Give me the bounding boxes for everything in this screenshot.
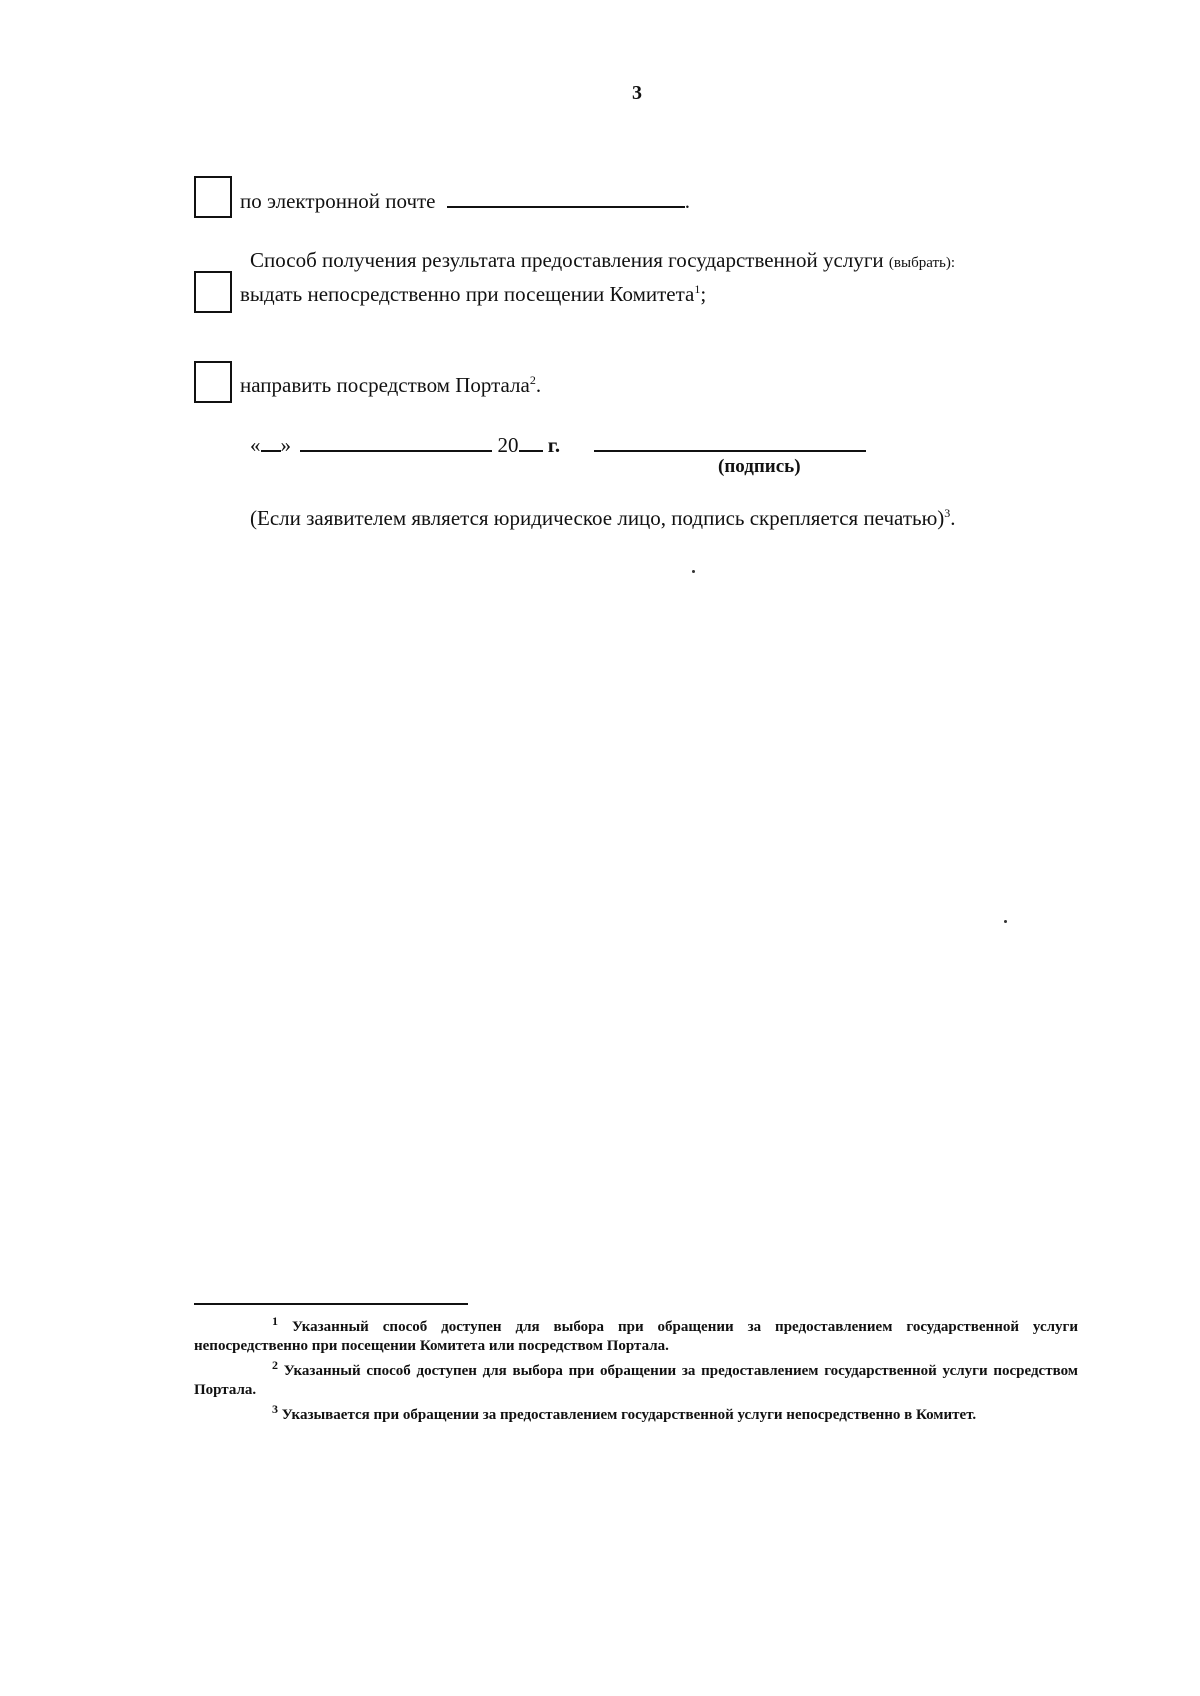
signature-line[interactable]: [594, 450, 866, 452]
date-line: [250, 432, 560, 458]
portal-option-end: .: [535, 373, 542, 397]
in-person-option: [240, 282, 706, 307]
email-option-row: [240, 188, 690, 214]
result-method-heading-text: Способ получения результата предоставления государственной услуги: [250, 248, 884, 272]
footnote-ref-2: 2: [529, 373, 536, 387]
seal-note-end: .: [950, 506, 956, 530]
year-input-line[interactable]: [519, 432, 543, 452]
footnote-text-1: Указанный способ доступен для выбора при обращении за предоставлением государственной услуги непосредственно при посещении Комитета или посредством Портала.: [194, 1319, 1078, 1354]
seal-note-text: (Если заявителем является юридическое лицо, подпись скрепляется печатью): [250, 506, 945, 530]
month-input-line[interactable]: [300, 432, 492, 452]
day-input-line[interactable]: [261, 432, 281, 452]
portal-option-label: направить посредством Портала: [240, 373, 530, 397]
seal-note: [250, 506, 956, 531]
portal-checkbox[interactable]: [194, 361, 232, 403]
result-method-heading: [250, 248, 955, 273]
footnote-1: [194, 1314, 1078, 1356]
footnote-mark-3: 3: [272, 1402, 278, 1416]
footnote-mark-2: 2: [272, 1358, 278, 1372]
signature-caption: (подпись): [718, 456, 801, 477]
scan-speck: [692, 570, 695, 573]
year-prefix: 20: [497, 433, 519, 457]
footnote-text-2: Указанный способ доступен для выбора при обращении за предоставлением государственной услуги посредством Портала.: [194, 1363, 1078, 1398]
in-person-option-end: ;: [700, 282, 707, 306]
email-option-label: по электронной почте: [240, 189, 436, 213]
footnote-separator: [194, 1303, 468, 1305]
in-person-checkbox[interactable]: [194, 271, 232, 313]
footnote-text-3: Указывается при обращении за предоставлением государственной услуги непосредственно в Комитет.: [281, 1407, 977, 1423]
footnote-2: [194, 1358, 1078, 1400]
year-suffix: г.: [547, 433, 561, 457]
in-person-option-label: выдать непосредственно при посещении Комитета: [240, 282, 695, 306]
date-open-quote: «: [250, 433, 261, 457]
scan-speck: [1004, 920, 1007, 923]
email-option-end: .: [684, 189, 691, 213]
page-number: 3: [632, 82, 642, 104]
result-method-hint: (выбрать):: [888, 255, 956, 271]
footnote-3: [194, 1402, 1078, 1425]
footnote-ref-3: 3: [944, 506, 951, 520]
email-checkbox[interactable]: [194, 176, 232, 218]
footnote-ref-1: 1: [694, 282, 701, 296]
email-input-line[interactable]: [447, 188, 685, 208]
portal-option: [240, 373, 541, 398]
date-close-quote: »: [280, 433, 291, 457]
footnote-mark-1: 1: [272, 1314, 278, 1328]
